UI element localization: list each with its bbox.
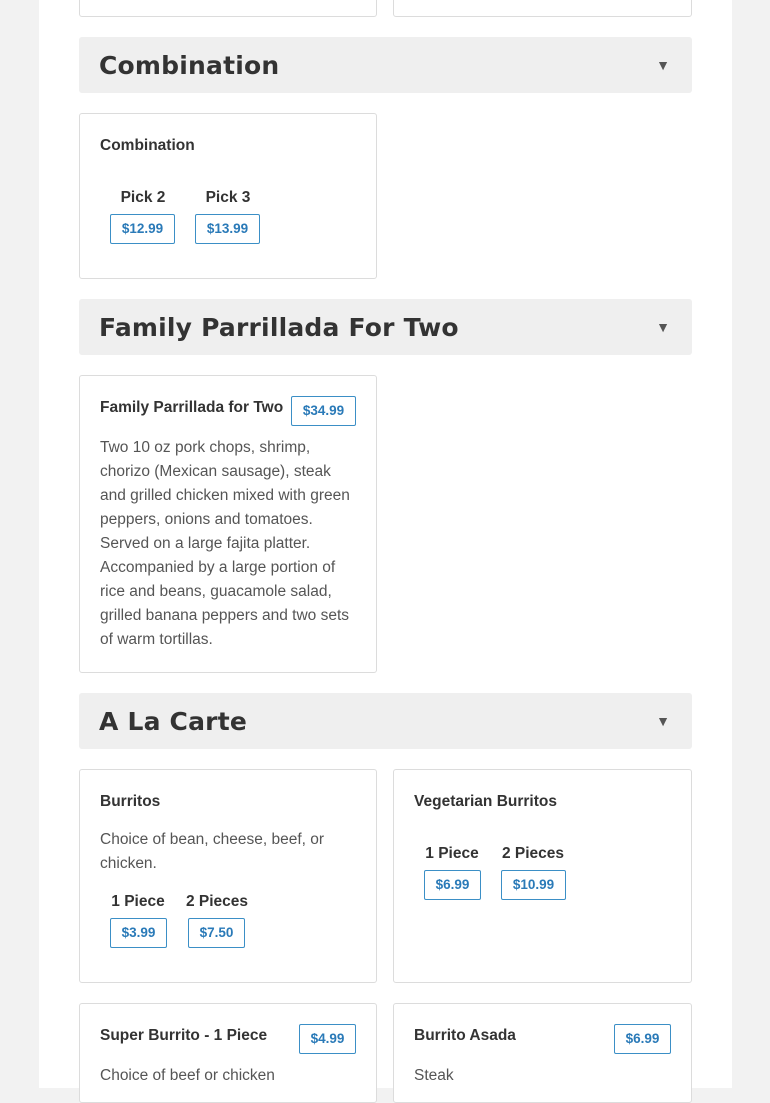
item-description: Choice of bean, cheese, beef, or chicken. bbox=[100, 831, 325, 872]
option-label: 2 Pieces bbox=[501, 845, 565, 862]
chevron-down-icon: ▼ bbox=[656, 319, 670, 335]
chevron-down-icon: ▼ bbox=[656, 57, 670, 73]
section-header-family-parrillada[interactable] bbox=[79, 299, 692, 355]
section-title: Family Parrillada For Two bbox=[99, 313, 459, 342]
price-button[interactable]: $6.99 bbox=[614, 1024, 671, 1054]
section-header-a-la-carte[interactable] bbox=[79, 693, 692, 749]
menu-item-card-combination bbox=[79, 113, 377, 279]
menu-item-card-super-burrito bbox=[79, 1003, 377, 1103]
item-name: Super Burrito - 1 Piece bbox=[100, 1027, 268, 1044]
price-button[interactable]: $7.50 bbox=[188, 918, 245, 948]
price-button[interactable]: $6.99 bbox=[424, 870, 481, 900]
menu-item-card-burrito-asada bbox=[393, 1003, 692, 1103]
option-label: Pick 2 bbox=[120, 189, 166, 206]
price-button[interactable]: $12.99 bbox=[110, 214, 175, 244]
option-label: 1 Piece bbox=[111, 893, 165, 910]
price-button[interactable]: $10.99 bbox=[501, 870, 566, 900]
chevron-down-icon: ▼ bbox=[656, 713, 670, 729]
price-button[interactable]: $34.99 bbox=[291, 396, 356, 426]
menu-item-card-partial bbox=[79, 0, 377, 17]
menu-item-card-partial bbox=[393, 0, 692, 17]
item-description: Choice of beef or chicken bbox=[100, 1067, 275, 1084]
section-title: A La Carte bbox=[99, 707, 248, 736]
item-name: Family Parrillada for Two bbox=[100, 399, 284, 416]
section-title: Combination bbox=[99, 51, 280, 80]
menu-item-card-family-parrillada bbox=[79, 375, 377, 673]
menu-item-card-vegetarian-burritos bbox=[393, 769, 692, 983]
item-name: Burritos bbox=[100, 793, 161, 810]
option-label: 1 Piece bbox=[425, 845, 479, 862]
section-header-combination[interactable] bbox=[79, 37, 692, 93]
item-description: Steak bbox=[414, 1067, 454, 1084]
menu-item-card-burritos bbox=[79, 769, 377, 983]
price-button[interactable]: $4.99 bbox=[299, 1024, 356, 1054]
option-label: Pick 3 bbox=[205, 189, 251, 206]
item-name: Burrito Asada bbox=[414, 1027, 516, 1044]
item-name: Combination bbox=[100, 137, 195, 154]
price-button[interactable]: $3.99 bbox=[110, 918, 167, 948]
item-name: Vegetarian Burritos bbox=[414, 793, 557, 810]
price-button[interactable]: $13.99 bbox=[195, 214, 260, 244]
option-label: 2 Pieces bbox=[185, 893, 249, 910]
item-description: Two 10 oz pork chops, shrimp, chorizo (Mexican sausage), steak and grilled chicken mixed with green peppers, onions and tomatoes. Served on a large fajita platter. Accompanied by a large portion of rice and beans, guacamole salad, grilled banana peppers and two sets of warm tortillas. bbox=[100, 439, 350, 648]
